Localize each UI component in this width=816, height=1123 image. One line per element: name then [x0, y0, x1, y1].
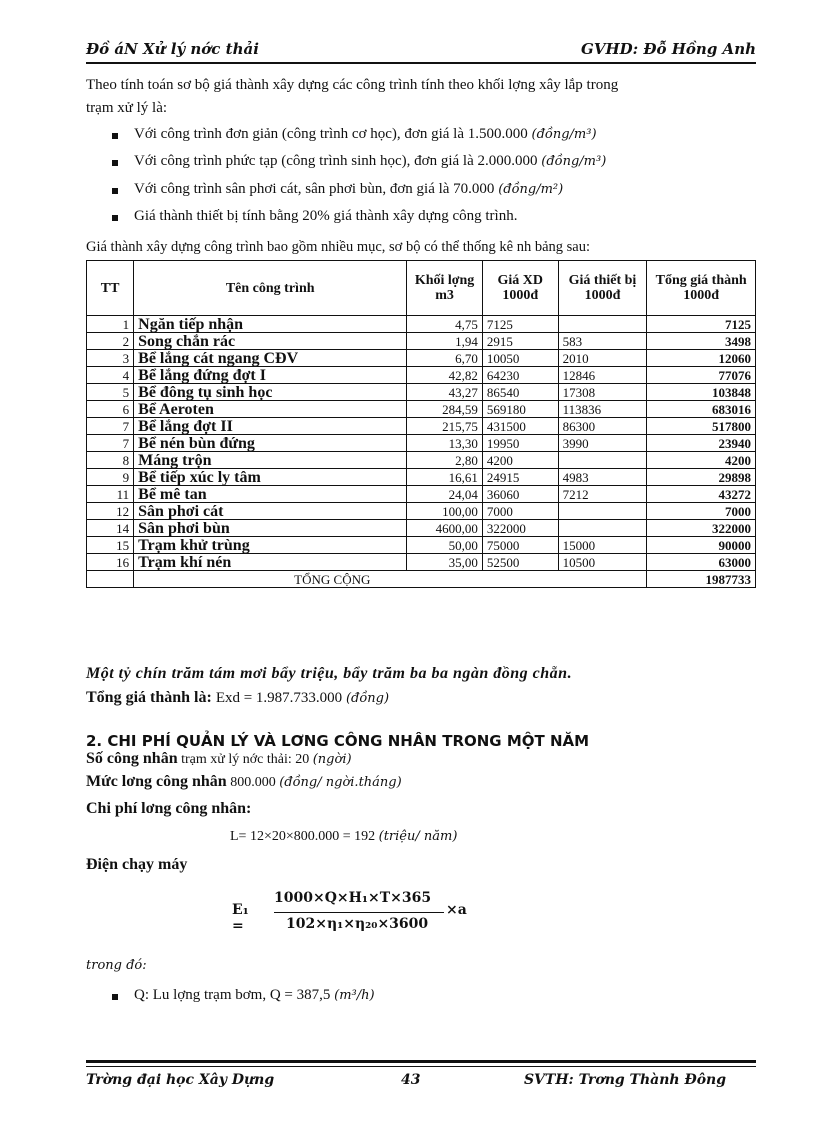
row-equipment-cost: 10500 — [558, 554, 647, 571]
table-row — [87, 554, 756, 571]
footer-student: SVTH: Trơng Thành Đông — [523, 1072, 726, 1088]
row-tt: 9 — [87, 469, 134, 486]
row-equipment-cost: 4983 — [558, 469, 647, 486]
total-in-words: Một tỷ chín trăm tám mơi bẩy triệu, bẩy trăm ba ba ngàn đồng chẵn. — [86, 665, 573, 682]
formula-lhs: E₁ = — [232, 902, 249, 934]
row-equipment-cost: 15000 — [558, 537, 647, 554]
row-construction-cost: 7125 — [482, 316, 558, 333]
col-name: Tên công trình — [134, 261, 407, 316]
row-total-cost: 3498 — [647, 333, 756, 350]
row-construction-cost: 7000 — [482, 503, 558, 520]
footer-rule — [86, 1060, 756, 1063]
section-2-title: 2. CHI PHÍ QUẢN LÝ VÀ LƠNG CÔNG NHÂN TRONG MỘT NĂM — [86, 732, 590, 750]
col-total-cost: Tổng giá thành 1000đ — [647, 261, 756, 316]
row-total-cost: 103848 — [647, 384, 756, 401]
row-construction-cost: 75000 — [482, 537, 558, 554]
row-total-cost: 63000 — [647, 554, 756, 571]
row-equipment-cost: 583 — [558, 333, 647, 350]
row-name: Bể lắng cát ngang CĐV — [134, 350, 407, 367]
row-name: Bể Aeroten — [134, 401, 407, 418]
table-row — [87, 333, 756, 350]
header-supervisor: GVHD: Đỗ Hồng Anh — [581, 40, 756, 58]
col-construction-cost: Giá XD 1000đ — [482, 261, 558, 316]
row-total-cost: 43272 — [647, 486, 756, 503]
row-construction-cost: 86540 — [482, 384, 558, 401]
row-construction-cost: 431500 — [482, 418, 558, 435]
cost-table — [86, 260, 756, 588]
total-label: TỔNG CỘNG — [134, 571, 647, 588]
row-total-cost: 7125 — [647, 316, 756, 333]
row-volume: 50,00 — [407, 537, 483, 554]
table-row — [87, 452, 756, 469]
row-name: Bể lắng đợt II — [134, 418, 407, 435]
row-tt: 5 — [87, 384, 134, 401]
table-intro: Giá thành xây dựng công trình bao gồm nhiều mục, sơ bộ có thể thống kê nh bảng sau: — [86, 239, 591, 255]
page-footer — [86, 1072, 756, 1092]
row-equipment-cost — [558, 316, 647, 333]
row-tt: 7 — [87, 435, 134, 452]
row-name: Bể lắng đứng đợt I — [134, 367, 407, 384]
row-construction-cost: 2915 — [482, 333, 558, 350]
row-name: Trạm khử trùng — [134, 537, 407, 554]
row-equipment-cost: 113836 — [558, 401, 647, 418]
row-volume: 4,75 — [407, 316, 483, 333]
intro-line-2: trạm xử lý là: — [86, 100, 168, 116]
row-tt: 16 — [87, 554, 134, 571]
intro-paragraph — [86, 74, 756, 120]
row-tt: 8 — [87, 452, 134, 469]
page-number: 43 — [401, 1072, 421, 1088]
header-rule — [86, 62, 756, 64]
row-volume: 43,27 — [407, 384, 483, 401]
row-construction-cost: 10050 — [482, 350, 558, 367]
row-tt: 1 — [87, 316, 134, 333]
bullet-icon — [112, 215, 118, 221]
row-name: Bể mê tan — [134, 486, 407, 503]
row-volume: 215,75 — [407, 418, 483, 435]
row-volume: 100,00 — [407, 503, 483, 520]
footer-university: Trờng đại học Xây Dựng — [86, 1072, 275, 1088]
table-row — [87, 503, 756, 520]
bullet-icon — [112, 133, 118, 139]
row-tt: 4 — [87, 367, 134, 384]
table-row — [87, 469, 756, 486]
row-name: Máng trộn — [134, 452, 407, 469]
total-line: Tổng giá thành là: Exd = 1.987.733.000 (đồng) — [86, 689, 390, 706]
intro-line-1: Theo tính toán sơ bộ giá thành xây dựng các công trình tính theo khối lợng xây lắp trong — [86, 77, 619, 93]
header-title: Đồ áN Xử lý nớc thải — [86, 40, 259, 58]
row-total-cost: 12060 — [647, 350, 756, 367]
row-name: Song chắn rác — [134, 333, 407, 350]
row-equipment-cost: 86300 — [558, 418, 647, 435]
where-label: trong đó: — [86, 958, 147, 973]
wage-line: Mức lơng công nhân 800.000 (đồng/ ngời.tháng) — [86, 773, 402, 790]
row-construction-cost: 36060 — [482, 486, 558, 503]
row-volume: 4600,00 — [407, 520, 483, 537]
row-volume: 13,30 — [407, 435, 483, 452]
wage-cost-formula: L= 12×20×800.000 = 192 (triệu/ năm) — [230, 829, 458, 844]
row-tt: 2 — [87, 333, 134, 350]
table-row — [87, 367, 756, 384]
formula-numerator: 1000×Q×H₁×T×365 — [274, 890, 432, 906]
row-total-cost: 29898 — [647, 469, 756, 486]
row-equipment-cost — [558, 452, 647, 469]
bullet-icon — [112, 188, 118, 194]
table-row — [87, 486, 756, 503]
row-equipment-cost: 12846 — [558, 367, 647, 384]
row-name: Bể đông tụ sinh học — [134, 384, 407, 401]
row-volume: 16,61 — [407, 469, 483, 486]
row-name: Bể tiếp xúc ly tâm — [134, 469, 407, 486]
table-row — [87, 316, 756, 333]
row-construction-cost: 322000 — [482, 520, 558, 537]
table-row — [87, 384, 756, 401]
power-label: Điện chạy máy — [86, 856, 188, 873]
row-name: Sân phơi bùn — [134, 520, 407, 537]
row-construction-cost: 64230 — [482, 367, 558, 384]
row-tt: 7 — [87, 418, 134, 435]
row-total-cost: 4200 — [647, 452, 756, 469]
table-row — [87, 418, 756, 435]
col-equipment-cost: Giá thiết bị 1000đ — [558, 261, 647, 316]
row-volume: 284,59 — [407, 401, 483, 418]
col-volume: Khối lợng m3 — [407, 261, 483, 316]
table-row — [87, 350, 756, 367]
row-equipment-cost — [558, 503, 647, 520]
fraction-bar — [274, 912, 444, 913]
row-volume: 1,94 — [407, 333, 483, 350]
row-tt: 15 — [87, 537, 134, 554]
row-total-cost: 23940 — [647, 435, 756, 452]
bullet-icon — [112, 160, 118, 166]
row-name: Bể nén bùn đứng — [134, 435, 407, 452]
row-construction-cost: 19950 — [482, 435, 558, 452]
total-spacer — [87, 571, 134, 588]
table-row — [87, 520, 756, 537]
wage-cost-label: Chi phí lơng công nhân: — [86, 800, 252, 817]
row-name: Trạm khí nén — [134, 554, 407, 571]
row-total-cost: 7000 — [647, 503, 756, 520]
row-equipment-cost: 7212 — [558, 486, 647, 503]
row-equipment-cost: 3990 — [558, 435, 647, 452]
workers-line: Số công nhân trạm xử lý nớc thải: 20 (ngời) — [86, 750, 352, 767]
bullet-icon — [112, 994, 118, 1000]
col-tt: TT — [87, 261, 134, 316]
row-construction-cost: 569180 — [482, 401, 558, 418]
total-value: 1987733 — [647, 571, 756, 588]
formula-rhs: ×a — [446, 902, 467, 918]
row-volume: 35,00 — [407, 554, 483, 571]
row-tt: 12 — [87, 503, 134, 520]
row-tt: 6 — [87, 401, 134, 418]
row-equipment-cost: 17308 — [558, 384, 647, 401]
formula-denominator: 102×η₁×η₂₀×3600 — [286, 916, 429, 932]
row-total-cost: 322000 — [647, 520, 756, 537]
table-row — [87, 401, 756, 418]
row-tt: 11 — [87, 486, 134, 503]
row-total-cost: 90000 — [647, 537, 756, 554]
table-row — [87, 537, 756, 554]
page-header — [86, 40, 756, 62]
row-construction-cost: 4200 — [482, 452, 558, 469]
row-total-cost: 517800 — [647, 418, 756, 435]
row-total-cost: 683016 — [647, 401, 756, 418]
row-volume: 2,80 — [407, 452, 483, 469]
row-volume: 42,82 — [407, 367, 483, 384]
row-total-cost: 77076 — [647, 367, 756, 384]
row-name: Ngăn tiếp nhận — [134, 316, 407, 333]
table-row — [87, 435, 756, 452]
row-equipment-cost — [558, 520, 647, 537]
row-volume: 6,70 — [407, 350, 483, 367]
row-name: Sân phơi cát — [134, 503, 407, 520]
table-total-row — [87, 571, 756, 588]
row-construction-cost: 24915 — [482, 469, 558, 486]
row-volume: 24,04 — [407, 486, 483, 503]
row-equipment-cost: 2010 — [558, 350, 647, 367]
row-tt: 3 — [87, 350, 134, 367]
footer-rule-thin — [86, 1066, 756, 1067]
row-tt: 14 — [87, 520, 134, 537]
table-header-row — [87, 261, 756, 316]
row-construction-cost: 52500 — [482, 554, 558, 571]
